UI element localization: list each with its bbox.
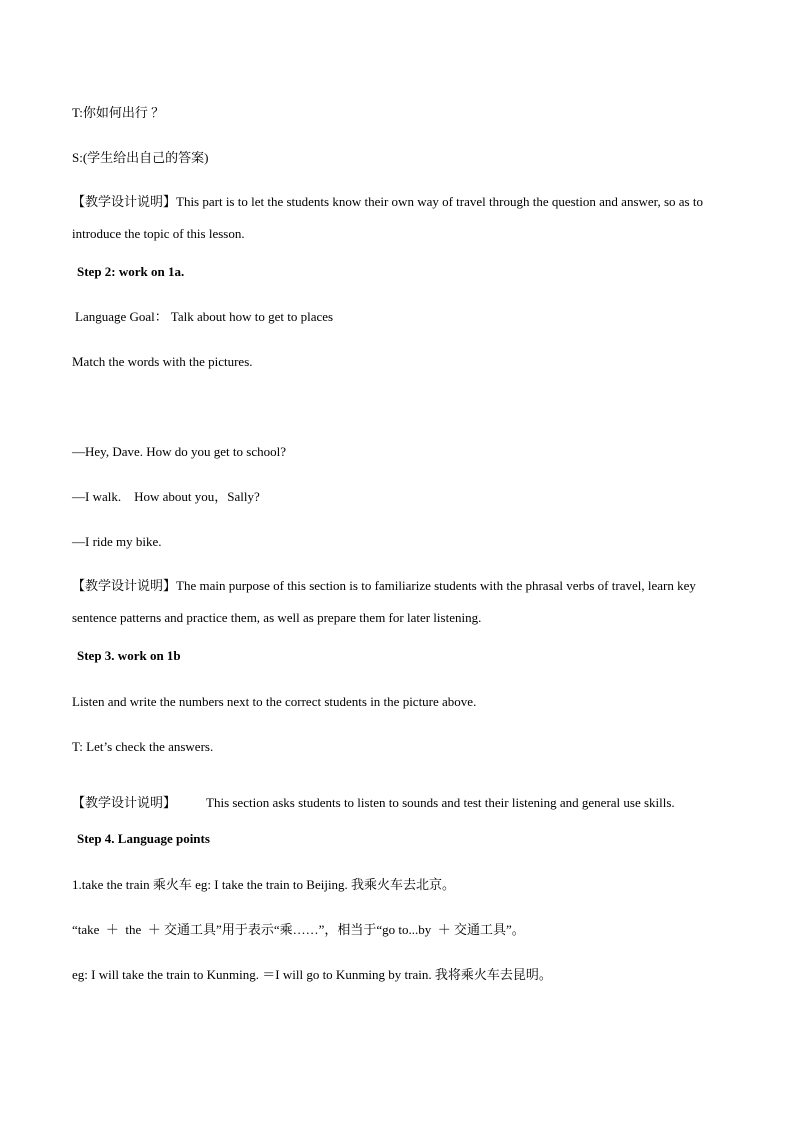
language-point-1: 1.take the train 乘火车 eg: I take the train to Beijing. 我乘火车去北京。: [72, 877, 456, 892]
step3-heading: Step 3. work on 1b: [77, 648, 181, 663]
teacher-question: T:你如何出行 ？: [72, 105, 165, 120]
language-point-1-example: eg: I will take the train to Kunming. ＝I will go to Kunming by train. 我将乘火车去昆明。: [72, 967, 552, 982]
design-note-3-label: 【教学设计说明】: [72, 795, 177, 810]
dialogue-line-1: —Hey, Dave. How do you get to school?: [72, 444, 286, 459]
language-point-1-explain: “take ＋ the ＋ 交通工具”用于表示“乘……”，相当于“go to...by ＋ 交通工具”。: [72, 922, 525, 937]
match-instruction: Match the words with the pictures.: [72, 354, 253, 369]
dialogue-line-3: —I ride my bike.: [72, 534, 162, 549]
listen-instruction: Listen and write the numbers next to the correct students in the picture above.: [72, 694, 477, 709]
language-goal: Language Goal： Talk about how to get to places: [75, 309, 334, 324]
design-note-1: 【教学设计说明】This part is to let the students know their own way of travel through the question and answer, so as to introduce the topic of this lesson.: [72, 194, 703, 241]
step2-heading: Step 2: work on 1a.: [77, 264, 185, 279]
step4-heading: Step 4. Language points: [77, 831, 210, 846]
dialogue-line-2: —I walk. How about you，Sally?: [72, 489, 260, 504]
design-note-3: [72, 795, 734, 811]
design-note-2: 【教学设计说明】The main purpose of this section is to familiarize students with the phrasal verbs of travel, learn key sentence patterns and practice them, as well as prepare them for later listening.: [72, 578, 696, 625]
design-note-3-text: This section asks students to listen to sounds and test their listening and general use skills.: [206, 795, 675, 810]
student-answer: S:(学生给出自己的答案): [72, 150, 209, 165]
teacher-check: T: Let’s check the answers.: [72, 739, 214, 754]
